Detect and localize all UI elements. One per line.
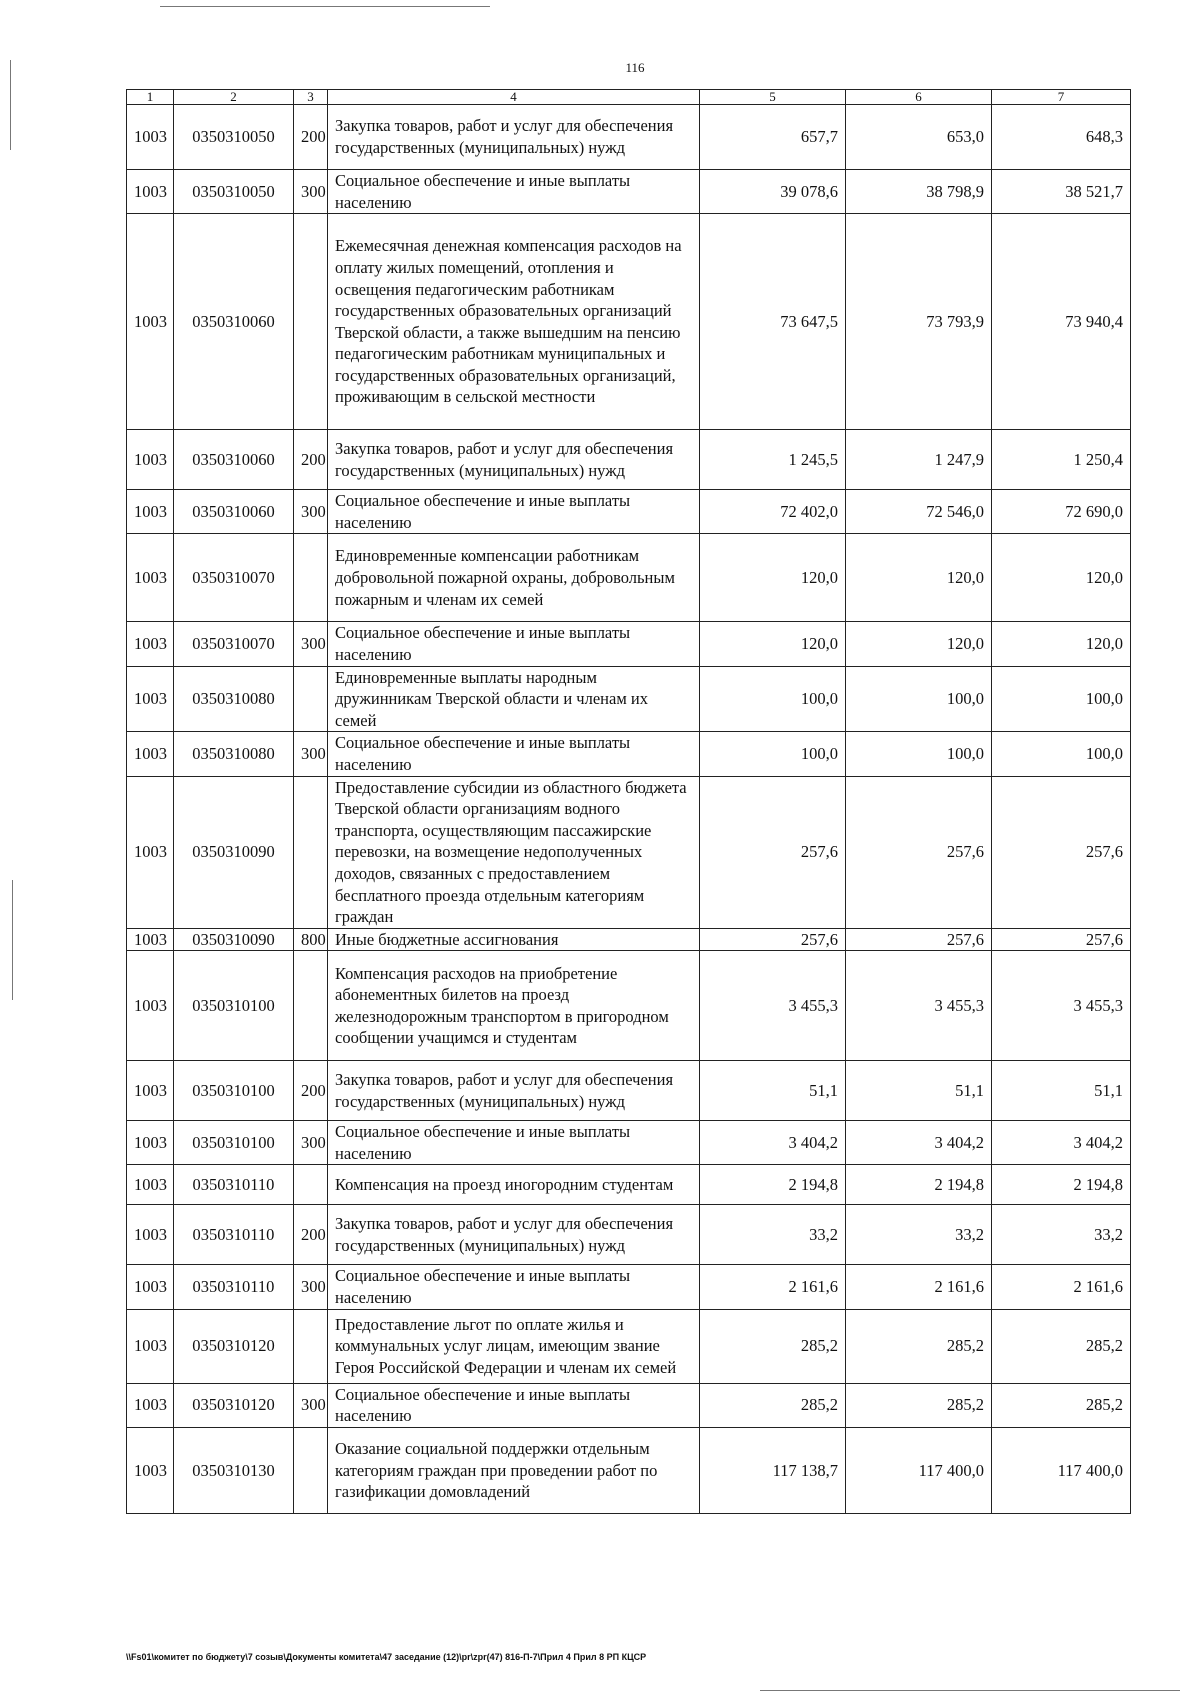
amount-col7-cell: 120,0 bbox=[992, 534, 1131, 622]
section-cell: 1003 bbox=[127, 430, 174, 490]
section-cell: 1003 bbox=[127, 928, 174, 951]
item-name-cell: Закупка товаров, работ и услуг для обеспечения государственных (муниципальных) нужд bbox=[328, 1205, 700, 1265]
expense-type-cell: 200 bbox=[294, 1205, 328, 1265]
item-name-cell: Социальное обеспечение и иные выплаты населению bbox=[328, 1265, 700, 1309]
amount-col5-cell: 100,0 bbox=[700, 666, 846, 732]
expense-type-cell: 200 bbox=[294, 105, 328, 170]
budget-table bbox=[126, 89, 1131, 1514]
section-cell: 1003 bbox=[127, 1309, 174, 1383]
target-code-cell: 0350310090 bbox=[174, 776, 294, 928]
amount-col7-cell: 73 940,4 bbox=[992, 214, 1131, 430]
table-row bbox=[127, 1309, 1131, 1383]
item-name-cell: Социальное обеспечение и иные выплаты населению bbox=[328, 1121, 700, 1165]
section-cell: 1003 bbox=[127, 666, 174, 732]
table-row bbox=[127, 1121, 1131, 1165]
expense-type-cell: 300 bbox=[294, 1383, 328, 1427]
section-cell: 1003 bbox=[127, 490, 174, 534]
item-name-cell: Закупка товаров, работ и услуг для обеспечения государственных (муниципальных) нужд bbox=[328, 105, 700, 170]
target-code-cell: 0350310070 bbox=[174, 534, 294, 622]
amount-col6-cell: 2 194,8 bbox=[846, 1165, 992, 1205]
amount-col5-cell: 1 245,5 bbox=[700, 430, 846, 490]
item-name-cell: Компенсация на проезд иногородним студентам bbox=[328, 1165, 700, 1205]
target-code-cell: 0350310060 bbox=[174, 430, 294, 490]
amount-col7-cell: 3 455,3 bbox=[992, 951, 1131, 1061]
table-row bbox=[127, 928, 1131, 951]
table-row bbox=[127, 951, 1131, 1061]
column-number-row bbox=[127, 90, 1131, 105]
amount-col6-cell: 38 798,9 bbox=[846, 170, 992, 214]
amount-col6-cell: 117 400,0 bbox=[846, 1427, 992, 1513]
section-cell: 1003 bbox=[127, 1265, 174, 1309]
target-code-cell: 0350310110 bbox=[174, 1205, 294, 1265]
amount-col6-cell: 257,6 bbox=[846, 776, 992, 928]
file-path-footer: \\Fs01\комитет по бюджету\7 созыв\Документы комитета\47 заседание (12)\pr\zpr(47) 816-П-7\Прил 4 Прил 8 РП КЦСР bbox=[126, 1652, 647, 1662]
amount-col6-cell: 73 793,9 bbox=[846, 214, 992, 430]
target-code-cell: 0350310110 bbox=[174, 1165, 294, 1205]
section-cell: 1003 bbox=[127, 105, 174, 170]
item-name-cell: Предоставление льгот по оплате жилья и коммунальных услуг лицам, имеющим звание Героя Российской Федерации и членам их семей bbox=[328, 1309, 700, 1383]
table-row bbox=[127, 214, 1131, 430]
expense-type-cell: 200 bbox=[294, 1061, 328, 1121]
expense-type-cell bbox=[294, 1165, 328, 1205]
table-row bbox=[127, 776, 1131, 928]
page-number: 116 bbox=[625, 60, 645, 75]
item-name-cell: Единовременные выплаты народным дружинникам Тверской области и членам их семей bbox=[328, 666, 700, 732]
amount-col7-cell: 117 400,0 bbox=[992, 1427, 1131, 1513]
amount-col7-cell: 72 690,0 bbox=[992, 490, 1131, 534]
amount-col5-cell: 73 647,5 bbox=[700, 214, 846, 430]
target-code-cell: 0350310050 bbox=[174, 170, 294, 214]
amount-col7-cell: 120,0 bbox=[992, 622, 1131, 666]
amount-col7-cell: 38 521,7 bbox=[992, 170, 1131, 214]
item-name-cell: Иные бюджетные ассигнования bbox=[328, 928, 700, 951]
table-row bbox=[127, 1061, 1131, 1121]
amount-col5-cell: 285,2 bbox=[700, 1383, 846, 1427]
target-code-cell: 0350310080 bbox=[174, 666, 294, 732]
amount-col5-cell: 100,0 bbox=[700, 732, 846, 776]
table-row bbox=[127, 490, 1131, 534]
column-header: 7 bbox=[992, 90, 1131, 105]
amount-col5-cell: 2 194,8 bbox=[700, 1165, 846, 1205]
amount-col7-cell: 100,0 bbox=[992, 666, 1131, 732]
target-code-cell: 0350310050 bbox=[174, 105, 294, 170]
expense-type-cell bbox=[294, 214, 328, 430]
amount-col7-cell: 257,6 bbox=[992, 928, 1131, 951]
amount-col5-cell: 72 402,0 bbox=[700, 490, 846, 534]
amount-col7-cell: 2 194,8 bbox=[992, 1165, 1131, 1205]
target-code-cell: 0350310100 bbox=[174, 1061, 294, 1121]
table-body bbox=[127, 105, 1131, 1514]
amount-col6-cell: 120,0 bbox=[846, 622, 992, 666]
expense-type-cell: 300 bbox=[294, 622, 328, 666]
item-name-cell: Социальное обеспечение и иные выплаты населению bbox=[328, 170, 700, 214]
amount-col7-cell: 285,2 bbox=[992, 1309, 1131, 1383]
item-name-cell: Социальное обеспечение и иные выплаты населению bbox=[328, 732, 700, 776]
column-header: 4 bbox=[328, 90, 700, 105]
table-row bbox=[127, 170, 1131, 214]
section-cell: 1003 bbox=[127, 776, 174, 928]
amount-col6-cell: 285,2 bbox=[846, 1309, 992, 1383]
target-code-cell: 0350310070 bbox=[174, 622, 294, 666]
amount-col6-cell: 3 455,3 bbox=[846, 951, 992, 1061]
amount-col5-cell: 2 161,6 bbox=[700, 1265, 846, 1309]
amount-col6-cell: 2 161,6 bbox=[846, 1265, 992, 1309]
section-cell: 1003 bbox=[127, 622, 174, 666]
target-code-cell: 0350310060 bbox=[174, 490, 294, 534]
expense-type-cell: 300 bbox=[294, 170, 328, 214]
target-code-cell: 0350310120 bbox=[174, 1309, 294, 1383]
amount-col6-cell: 257,6 bbox=[846, 928, 992, 951]
amount-col7-cell: 257,6 bbox=[992, 776, 1131, 928]
amount-col5-cell: 3 404,2 bbox=[700, 1121, 846, 1165]
amount-col7-cell: 285,2 bbox=[992, 1383, 1131, 1427]
item-name-cell: Закупка товаров, работ и услуг для обеспечения государственных (муниципальных) нужд bbox=[328, 1061, 700, 1121]
scan-margin-mark bbox=[10, 60, 11, 150]
table-row bbox=[127, 732, 1131, 776]
amount-col6-cell: 653,0 bbox=[846, 105, 992, 170]
amount-col5-cell: 3 455,3 bbox=[700, 951, 846, 1061]
amount-col5-cell: 33,2 bbox=[700, 1205, 846, 1265]
amount-col7-cell: 100,0 bbox=[992, 732, 1131, 776]
amount-col6-cell: 51,1 bbox=[846, 1061, 992, 1121]
section-cell: 1003 bbox=[127, 170, 174, 214]
amount-col7-cell: 2 161,6 bbox=[992, 1265, 1131, 1309]
section-cell: 1003 bbox=[127, 1383, 174, 1427]
target-code-cell: 0350310100 bbox=[174, 1121, 294, 1165]
amount-col5-cell: 120,0 bbox=[700, 534, 846, 622]
table-row bbox=[127, 622, 1131, 666]
expense-type-cell bbox=[294, 534, 328, 622]
scan-margin-mark bbox=[760, 1690, 1180, 1691]
table-row bbox=[127, 666, 1131, 732]
section-cell: 1003 bbox=[127, 1205, 174, 1265]
section-cell: 1003 bbox=[127, 1061, 174, 1121]
target-code-cell: 0350310130 bbox=[174, 1427, 294, 1513]
amount-col5-cell: 285,2 bbox=[700, 1309, 846, 1383]
expense-type-cell: 800 bbox=[294, 928, 328, 951]
amount-col7-cell: 1 250,4 bbox=[992, 430, 1131, 490]
target-code-cell: 0350310090 bbox=[174, 928, 294, 951]
amount-col5-cell: 257,6 bbox=[700, 928, 846, 951]
expense-type-cell bbox=[294, 1309, 328, 1383]
amount-col5-cell: 257,6 bbox=[700, 776, 846, 928]
expense-type-cell bbox=[294, 666, 328, 732]
amount-col5-cell: 51,1 bbox=[700, 1061, 846, 1121]
item-name-cell: Социальное обеспечение и иные выплаты населению bbox=[328, 622, 700, 666]
expense-type-cell bbox=[294, 776, 328, 928]
target-code-cell: 0350310060 bbox=[174, 214, 294, 430]
column-header: 3 bbox=[294, 90, 328, 105]
item-name-cell: Социальное обеспечение и иные выплаты населению bbox=[328, 1383, 700, 1427]
amount-col6-cell: 100,0 bbox=[846, 666, 992, 732]
section-cell: 1003 bbox=[127, 1427, 174, 1513]
table-row bbox=[127, 1165, 1131, 1205]
amount-col7-cell: 33,2 bbox=[992, 1205, 1131, 1265]
expense-type-cell: 300 bbox=[294, 732, 328, 776]
table-row bbox=[127, 1383, 1131, 1427]
amount-col5-cell: 117 138,7 bbox=[700, 1427, 846, 1513]
item-name-cell: Социальное обеспечение и иные выплаты населению bbox=[328, 490, 700, 534]
amount-col5-cell: 657,7 bbox=[700, 105, 846, 170]
expense-type-cell: 300 bbox=[294, 1265, 328, 1309]
section-cell: 1003 bbox=[127, 534, 174, 622]
item-name-cell: Ежемесячная денежная компенсация расходов на оплату жилых помещений, отопления и освещения педагогическим работникам государственных образовательных организаций Тверской области, а также вышедшим на пенсию педагогическим работникам муниципальных и государственных образовательных организаций, проживающим в сельской местности bbox=[328, 214, 700, 430]
item-name-cell: Предоставление субсидии из областного бюджета Тверской области организациям водного транспорта, осуществляющим пассажирские перевозки, на возмещение недополученных доходов, связанных с предоставлением бесплатного проезда отдельным категориям граждан bbox=[328, 776, 700, 928]
table-row bbox=[127, 1265, 1131, 1309]
column-header: 6 bbox=[846, 90, 992, 105]
table-row bbox=[127, 1205, 1131, 1265]
amount-col6-cell: 1 247,9 bbox=[846, 430, 992, 490]
scan-margin-mark bbox=[12, 880, 13, 1000]
amount-col7-cell: 648,3 bbox=[992, 105, 1131, 170]
section-cell: 1003 bbox=[127, 214, 174, 430]
expense-type-cell: 200 bbox=[294, 430, 328, 490]
section-cell: 1003 bbox=[127, 732, 174, 776]
column-header: 2 bbox=[174, 90, 294, 105]
expense-type-cell: 300 bbox=[294, 490, 328, 534]
target-code-cell: 0350310110 bbox=[174, 1265, 294, 1309]
expense-type-cell bbox=[294, 1427, 328, 1513]
expense-type-cell bbox=[294, 951, 328, 1061]
item-name-cell: Компенсация расходов на приобретение абонементных билетов на проезд железнодорожным транспортом в пригородном сообщении учащимся и студентам bbox=[328, 951, 700, 1061]
target-code-cell: 0350310080 bbox=[174, 732, 294, 776]
amount-col6-cell: 100,0 bbox=[846, 732, 992, 776]
scan-margin-mark bbox=[160, 6, 490, 7]
table-row bbox=[127, 1427, 1131, 1513]
amount-col6-cell: 285,2 bbox=[846, 1383, 992, 1427]
amount-col6-cell: 72 546,0 bbox=[846, 490, 992, 534]
column-header: 1 bbox=[127, 90, 174, 105]
item-name-cell: Единовременные компенсации работникам добровольной пожарной охраны, добровольным пожарным и членам их семей bbox=[328, 534, 700, 622]
amount-col7-cell: 51,1 bbox=[992, 1061, 1131, 1121]
target-code-cell: 0350310120 bbox=[174, 1383, 294, 1427]
item-name-cell: Оказание социальной поддержки отдельным категориям граждан при проведении работ по газификации домовладений bbox=[328, 1427, 700, 1513]
amount-col6-cell: 3 404,2 bbox=[846, 1121, 992, 1165]
amount-col7-cell: 3 404,2 bbox=[992, 1121, 1131, 1165]
section-cell: 1003 bbox=[127, 951, 174, 1061]
amount-col6-cell: 120,0 bbox=[846, 534, 992, 622]
table-row bbox=[127, 534, 1131, 622]
table-row bbox=[127, 430, 1131, 490]
item-name-cell: Закупка товаров, работ и услуг для обеспечения государственных (муниципальных) нужд bbox=[328, 430, 700, 490]
column-header: 5 bbox=[700, 90, 846, 105]
target-code-cell: 0350310100 bbox=[174, 951, 294, 1061]
table-row bbox=[127, 105, 1131, 170]
amount-col5-cell: 120,0 bbox=[700, 622, 846, 666]
section-cell: 1003 bbox=[127, 1165, 174, 1205]
amount-col5-cell: 39 078,6 bbox=[700, 170, 846, 214]
section-cell: 1003 bbox=[127, 1121, 174, 1165]
amount-col6-cell: 33,2 bbox=[846, 1205, 992, 1265]
expense-type-cell: 300 bbox=[294, 1121, 328, 1165]
